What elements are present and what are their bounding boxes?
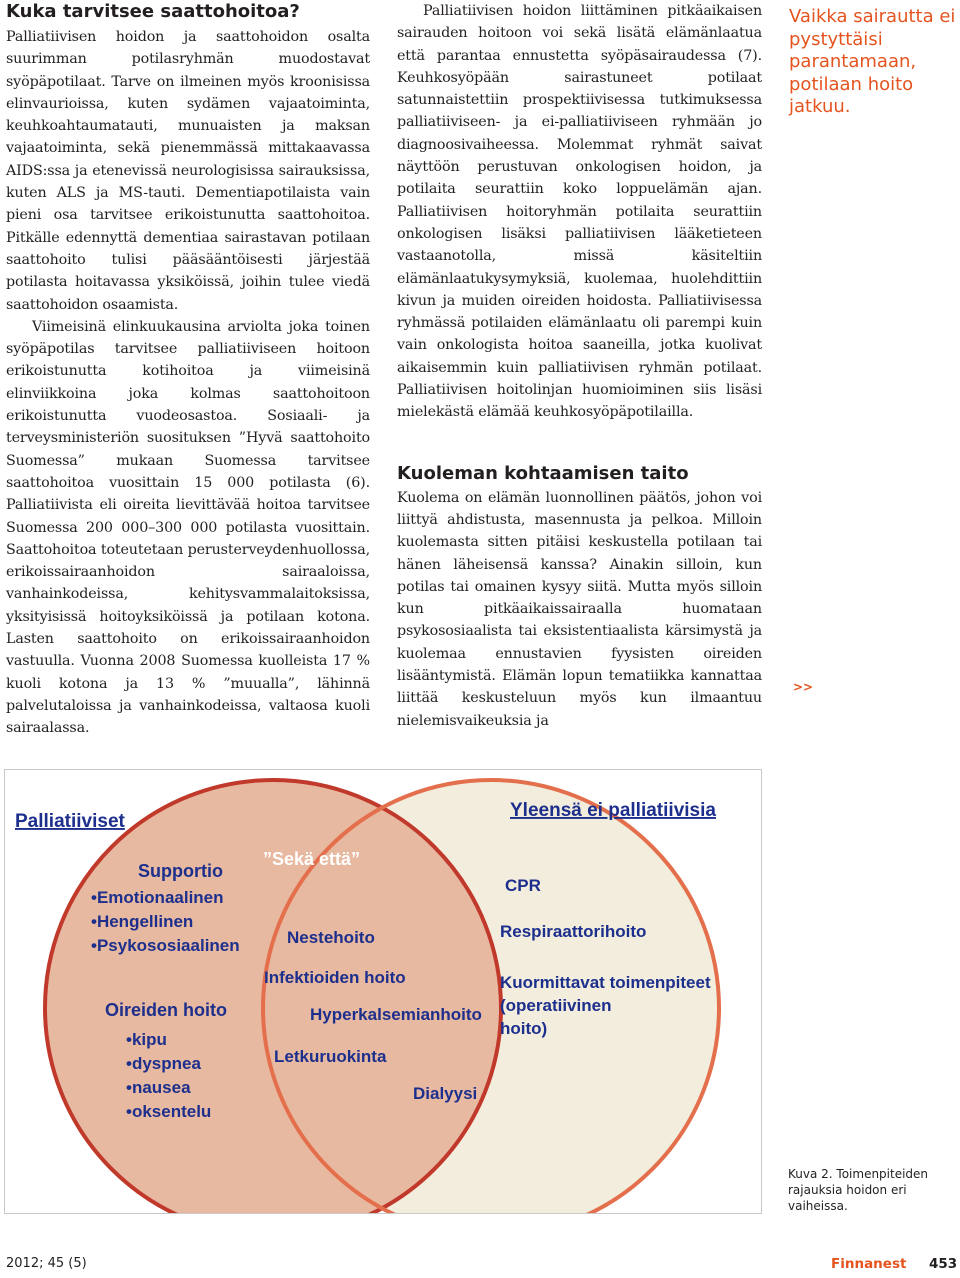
- list-item: •Psykososiaalinen: [91, 936, 240, 955]
- right-item: Respiraattorihoito: [500, 922, 647, 941]
- paragraph: Palliatiivisen hoidon ja saattohoidon osalta suurimman potilasryhmän muodostavat syöpäpotilaat. Tarve on ilmeinen myös kroonisissa elinvaurioissa, kuten sydämen vajaatoiminta, keuhkoahtaumatauti, munuaisten ja maksan vajaatoiminta, sekä pienemmässä mittakaavassa AIDS:ssa ja etenevissä neurologisissa sairauksissa, kuten ALS ja MS-tauti. Dementiapotilaista vain pieni osa tarvitsee erikoistunutta saattohoitoa. Pitkälle edennyttä dementiaa sairastavan potilaan saattohoito tulisi pääsääntöisesti järjestää potilasta hoitavassa yksiköissä, joihin tulee viedä saattohoidon osaamista.: [6, 29, 370, 313]
- list-item: •oksentelu: [126, 1102, 212, 1121]
- list-item: •Hengellinen: [91, 912, 194, 931]
- page-number: 453: [929, 1256, 958, 1272]
- left-title: Palliatiiviset: [15, 811, 125, 832]
- overlap-item: Hyperkalsemianhoito: [310, 1005, 482, 1024]
- paragraph: Palliatiivisen hoidon liittäminen pitkäaikaisen sairauden hoitoon voi sekä lisätä elämänlaatua että parantaa ennustetta syöpäsairaudessa (7). Keuhkosyöpään sairastuneet potilaat satunnaistettiin prospektiivisessa tutkimuksessa palliatiiviseen- ja ei-palliatiiviseen ryhmään jo diagnoosivaiheessa. Molemmat ryhmät saivat näyttöön perustuvan onkologisen hoidon, ja potilaita seurattiin koko loppuelämän ajan. Palliatiivisen hoitoryhmän potilaita seurattiin onkologisen lisäksi palliatiivisen lääketieteen vastaanotolla, missä käsiteltiin elämänlaatukysymyksiä, kuolemaa, huolehdittiin kivun ja muiden oireiden hoidosta. Palliatiivisessa ryhmässä potilaiden elämänlaatu oli parempi kuin vain onkologista hoitoa saaneilla, jotka kuolivat aikaisemmin kuin palliatiivisen ryhmän potilaat. Palliatiivisen hoitolinjan huomioiminen siis lisäsi mielekästä elämää keuhkosyöpäpotilailla.: [397, 3, 762, 421]
- right-item: (operatiivinen: [500, 996, 612, 1015]
- overlap-item: Letkuruokinta: [274, 1047, 387, 1066]
- oireiden-label: Oireiden hoito: [105, 1000, 228, 1020]
- section-heading: Kuka tarvitsee saattohoitoa?: [6, 1, 300, 22]
- journal-name: Finnanest: [831, 1256, 907, 1272]
- continue-marker: >>: [793, 680, 814, 694]
- column-middle: [397, 0, 762, 732]
- right-item: CPR: [505, 876, 541, 895]
- venn-figure: [4, 769, 762, 1214]
- overlap-item: Dialyysi: [413, 1084, 478, 1103]
- supportio-label: Supportio: [138, 861, 223, 881]
- venn-diagram: [5, 770, 761, 1213]
- overlap-item: Nestehoito: [287, 928, 375, 947]
- pull-quote: Vaikka sairautta ei pystyttäisi parantamaan, potilaan hoito jatkuu.: [789, 6, 956, 117]
- figure-caption: Kuva 2. Toimenpiteiden rajauksia hoidon eri vaiheissa.: [788, 1167, 929, 1213]
- column-left: [6, 0, 370, 740]
- list-item: •nausea: [126, 1078, 191, 1097]
- right-title: Yleensä ei palliatiivisia: [510, 800, 716, 821]
- overlap-title: ”Sekä että”: [263, 849, 361, 869]
- list-item: •kipu: [126, 1030, 167, 1049]
- paragraph: Viimeisinä elinkuukausina arviolta joka toinen syöpäpotilas tarvitsee palliatiiviseen hoitoon erikoistunutta kotihoitoa ja viimeisinä elinviikkoina joka kolmas saattohoitoon erikoistunutta vuodeosastoa. Sosiaali- ja terveysministeriön suosituksen ”Hyvä saattohoito Suomessa” mukaan Suomessa tarvitsee saattohoitoa vuosittain 15 000 potilasta (6). Palliatiivista eli oireita lievittävää hoitoa tarvitsee Suomessa 200 000–300 000 potilasta vuosittain. Saattohoitoa toteutetaan perusterveydenhuollossa, erikoissairaanhoidon sairaaloissa, vanhainkodeissa, kehitysvammalaitoksissa, yksityisissä hoitoyksiköissä ja potilaan kotona. Lasten saattohoito on erikoissairaanhoidon vastuulla. Vuonna 2008 Suomessa kuolleista 17 % kuoli kotona ja 13 % ”muualla”, lähinnä palvelutaloissa ja vanhainkodeissa, valtaosa kuoli sairaalassa.: [6, 318, 370, 737]
- list-item: •Emotionaalinen: [91, 888, 224, 907]
- issue-info: 2012; 45 (5): [6, 1256, 87, 1271]
- section-heading: Kuoleman kohtaamisen taito: [397, 462, 689, 484]
- list-item: •dyspnea: [126, 1054, 201, 1073]
- paragraph: Kuolema on elämän luonnollinen päätös, johon voi liittyä ahdistusta, masennusta ja pelkoa. Milloin kuolemasta sitten pitäisi keskustella potilaan tai hänen läheisensä kanssa? Ainakin silloin, kun potilas tai omainen kysyy siitä. Mutta myös silloin kun pitkäaikaissairaalla huomataan psykososiaalista tai eksistentiaalista kärsimystä ja kuolemaa ennustavien fyysisten oireiden lisääntymistä. Elämän lopun tematiikka kannattaa liittää keskusteluun myös kun ilmaantuu nielemisvaikeuksia ja: [397, 489, 762, 729]
- right-item: hoito): [500, 1019, 548, 1038]
- right-item: Kuormittavat toimenpiteet: [500, 973, 711, 992]
- overlap-item: Infektioiden hoito: [264, 968, 406, 987]
